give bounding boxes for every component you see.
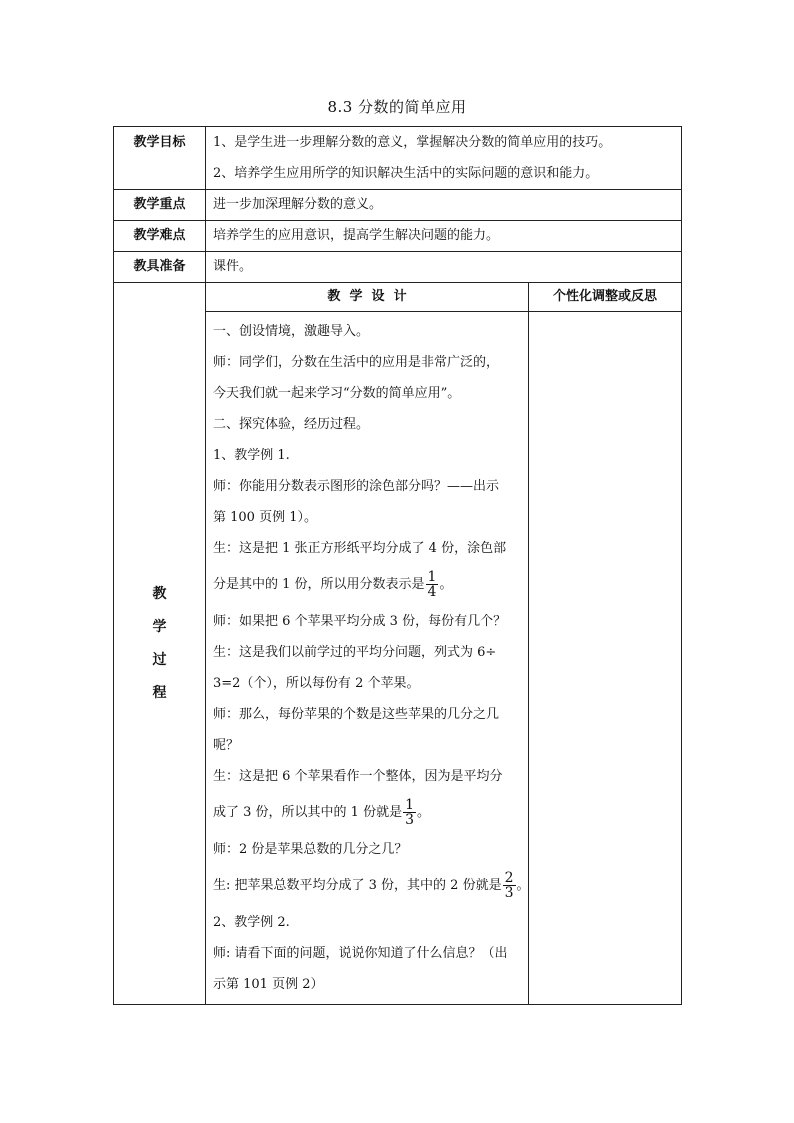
label-difficult-point: 教学难点 [114, 221, 206, 252]
teaching-aids-text: 课件。 [213, 259, 253, 274]
design-text: 。 [439, 577, 453, 592]
design-line: 师：你能用分数表示图形的涂色部分吗？——出示 [213, 479, 500, 494]
goal-item-1: 1、是学生进一步理解分数的意义，掌握解决分数的简单应用的技巧。 [213, 135, 612, 150]
design-header: 教 学 设 计 [206, 283, 529, 312]
row-teaching-aids [114, 252, 682, 283]
fraction-one-third [403, 798, 416, 827]
design-line: 一、创设情境，激趣导入。 [213, 324, 370, 339]
fraction-denominator: 3 [405, 812, 414, 828]
design-line-with-fraction [206, 564, 524, 606]
process-char-4: 程 [152, 684, 167, 701]
teaching-goal-content [206, 127, 682, 190]
row-key-point [114, 190, 682, 221]
process-char-1: 教 [152, 585, 167, 602]
design-content [206, 312, 529, 1005]
fraction-numerator: 2 [504, 870, 514, 886]
label-teaching-aids: 教具准备 [114, 252, 206, 283]
fraction-two-thirds [503, 871, 516, 900]
design-text: 。 [417, 805, 431, 820]
design-line: 师: 请看下面的问题，说说你知道了什么信息？（出 [213, 946, 508, 961]
design-text: 成了 3 份，所以其中的 1 份就是 [213, 805, 403, 820]
process-char-3: 过 [152, 651, 167, 668]
design-text: 分是其中的 1 份，所以用分数表示是 [213, 577, 425, 592]
row-teaching-goal [114, 127, 682, 190]
design-line: 今天我们就一起来学习“分数的简单应用”。 [213, 386, 461, 401]
design-line: 生：这是把 6 个苹果看作一个整体，因为是平均分 [213, 769, 503, 784]
page-title: 8.3 分数的简单应用 [327, 98, 467, 116]
fraction-denominator: 4 [427, 584, 437, 600]
reflect-content [529, 312, 682, 1005]
row-process-header [114, 283, 682, 312]
design-line: 第 100 页例 1）。 [213, 510, 317, 525]
fraction-numerator: 1 [427, 569, 437, 585]
design-line-with-fraction [206, 865, 530, 907]
label-teaching-goal: 教学目标 [114, 127, 206, 190]
design-line: 生：这是我们以前学过的平均分问题，列式为 6÷ [213, 645, 497, 660]
process-char-2: 学 [152, 618, 167, 635]
design-line: 二、探究体验，经历过程。 [213, 417, 370, 432]
goal-item-2: 2、培养学生应用所学的知识解决生活中的实际问题的意识和能力。 [213, 166, 599, 181]
design-line: 1、教学例 1. [213, 448, 290, 463]
row-difficult-point [114, 221, 682, 252]
reflect-header: 个性化调整或反思 [529, 283, 682, 312]
design-line: 师：如果把 6 个苹果平均分成 3 份，每份有几个？ [213, 614, 507, 629]
design-line: 呢？ [213, 738, 240, 753]
key-point-text: 进一步加深理解分数的意义。 [213, 197, 383, 212]
label-key-point: 教学重点 [114, 190, 206, 221]
difficult-point-text: 培养学生的应用意识，提高学生解决问题的能力。 [213, 228, 500, 243]
fraction-denominator: 3 [504, 885, 514, 901]
design-line: 示第 101 页例 2） [213, 977, 324, 992]
design-text: 。 [516, 878, 530, 893]
fraction-one-quarter [426, 570, 439, 599]
design-line-with-fraction [206, 792, 524, 834]
design-line: 3=2（个），所以每份有 2 个苹果。 [213, 676, 420, 691]
label-teaching-process [114, 283, 206, 1005]
design-line: 师：2 份是苹果总数的几分之几？ [213, 842, 408, 857]
design-line: 2、教学例 2. [213, 915, 290, 930]
design-line: 生：这是把 1 张正方形纸平均分成了 4 份，涂色部 [213, 541, 507, 556]
design-line: 师：同学们，分数在生活中的应用是非常广泛的， [213, 355, 500, 370]
design-line: 师：那么，每份苹果的个数是这些苹果的几分之几 [213, 707, 500, 722]
design-text: 生: 把苹果总数平均分成了 3 份，其中的 2 份就是 [213, 878, 502, 893]
fraction-numerator: 1 [405, 797, 414, 813]
lesson-plan-table [113, 126, 682, 1005]
